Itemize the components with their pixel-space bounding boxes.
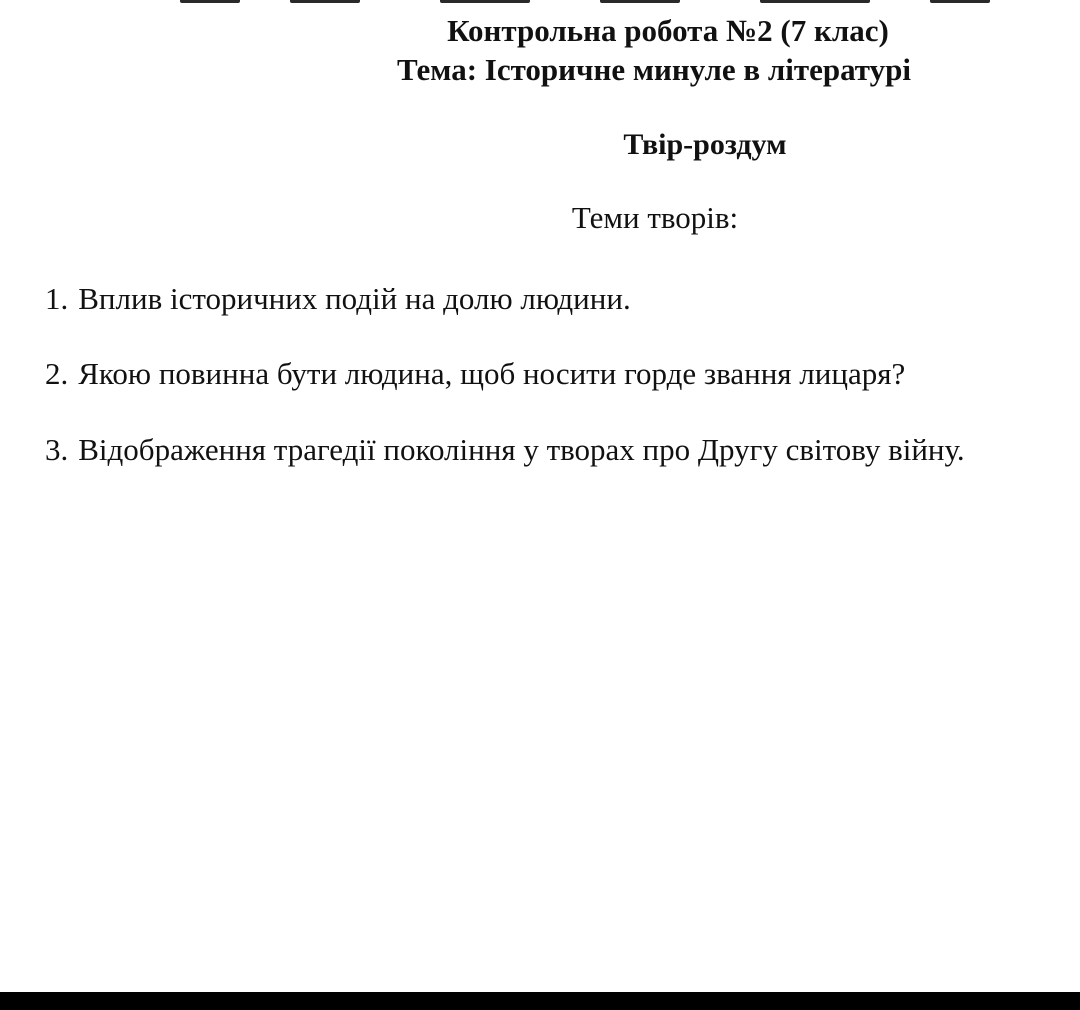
list-item-text: Відображення трагедії покоління у творах про Другу світову війну. bbox=[78, 432, 965, 467]
document-title: Контрольна робота №2 (7 клас) bbox=[447, 13, 889, 48]
list-item-number: 3. bbox=[45, 432, 69, 467]
list-item bbox=[45, 280, 631, 318]
topics-heading: Теми творів: bbox=[571, 200, 739, 235]
bottom-bar bbox=[0, 992, 1080, 1010]
cropped-previous-line bbox=[0, 0, 1080, 8]
list-item-text: Якою повинна бути людина, щоб носити горде звання лицаря? bbox=[78, 356, 906, 391]
list-item-number: 2. bbox=[45, 356, 69, 391]
document-subject: Тема: Історичне минуле в літературі bbox=[397, 52, 911, 87]
list-item bbox=[45, 355, 905, 393]
list-item-number: 1. bbox=[45, 281, 69, 316]
list-item-text: Вплив історичних подій на долю людини. bbox=[78, 281, 631, 316]
list-item bbox=[45, 431, 965, 469]
essay-type-heading: Твір-роздум bbox=[623, 128, 787, 161]
